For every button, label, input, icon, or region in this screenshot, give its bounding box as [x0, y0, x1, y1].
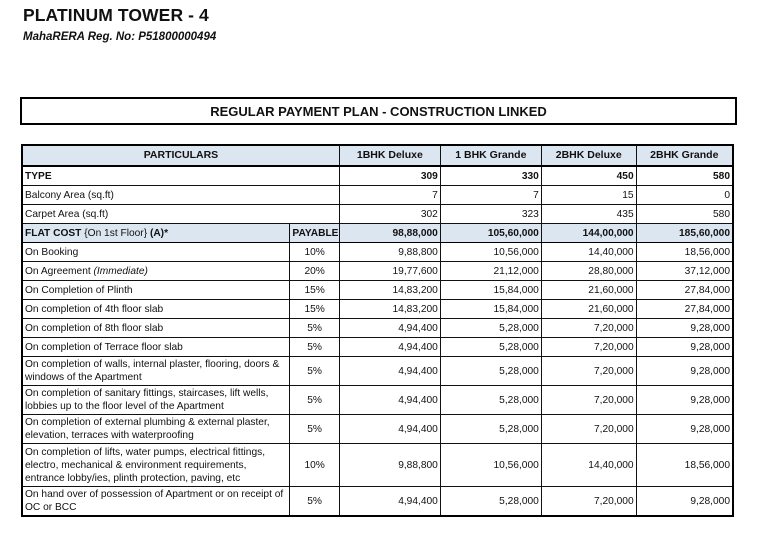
- milestone-amount: 15,84,000: [440, 300, 541, 319]
- milestone-amount: 14,40,000: [541, 243, 636, 262]
- table-row-flat-cost: [22, 224, 733, 243]
- balcony-value: 0: [636, 186, 733, 205]
- milestone-amount: 9,28,000: [636, 386, 733, 415]
- milestone-amount: 9,28,000: [636, 487, 733, 517]
- milestone-label: [22, 243, 290, 262]
- milestone-amount: 9,28,000: [636, 338, 733, 357]
- table-row-milestone: [22, 281, 733, 300]
- milestone-percent: 10%: [290, 444, 339, 487]
- milestone-amount: 7,20,000: [541, 319, 636, 338]
- flat-cost-label-floor: {On 1st Floor}: [81, 227, 150, 239]
- milestone-percent: 15%: [290, 281, 339, 300]
- milestone-label-text: On hand over of possession of Apartment or on receipt of OC or BCC: [25, 489, 284, 513]
- milestone-amount: 18,56,000: [636, 243, 733, 262]
- type-value: 580: [636, 166, 733, 186]
- milestone-amount: 18,56,000: [636, 444, 733, 487]
- milestone-percent: 5%: [290, 338, 339, 357]
- table-row-milestone: [22, 262, 733, 281]
- page-title: PLATINUM TOWER - 4: [23, 5, 209, 25]
- milestone-percent: 5%: [290, 386, 339, 415]
- table-row-milestone: [22, 243, 733, 262]
- milestone-amount: 4,94,400: [339, 357, 440, 386]
- milestone-label-text: On completion of walls, internal plaster, flooring, doors & windows of the Apartment: [25, 359, 280, 383]
- flat-cost-value: 98,88,000: [339, 224, 440, 243]
- milestone-amount: 4,94,400: [339, 487, 440, 517]
- table-row-balcony: [22, 186, 733, 205]
- milestone-label-text: On completion of Terrace floor slab: [25, 341, 183, 353]
- header-2bhk-grande: 2BHK Grande: [636, 145, 733, 166]
- milestone-amount: 19,77,600: [339, 262, 440, 281]
- flat-cost-label-bold: FLAT COST: [25, 227, 82, 239]
- milestone-percent: 5%: [290, 357, 339, 386]
- balcony-label: Balcony Area (sq.ft): [22, 186, 339, 205]
- milestone-label: [22, 281, 290, 300]
- milestone-amount: 5,28,000: [440, 338, 541, 357]
- milestone-label: [22, 444, 290, 487]
- carpet-value: 323: [440, 205, 541, 224]
- carpet-value: 302: [339, 205, 440, 224]
- milestone-label-text: On completion of 4th floor slab: [25, 303, 164, 315]
- milestone-label: [22, 262, 290, 281]
- milestone-percent: 20%: [290, 262, 339, 281]
- registration-number: MahaRERA Reg. No: P51800000494: [23, 31, 217, 43]
- balcony-value: 7: [440, 186, 541, 205]
- milestone-label-text: On completion of 8th floor slab: [25, 322, 164, 334]
- milestone-label: [22, 319, 290, 338]
- milestone-amount: 21,12,000: [440, 262, 541, 281]
- milestone-percent: 10%: [290, 243, 339, 262]
- milestone-label-text: On completion of lifts, water pumps, electrical fittings, electro, mechanical & environment requirements, entrance lobby/ies, plinth protection, paving, etc: [25, 446, 266, 484]
- milestone-label-text: On completion of external plumbing & external plaster, elevation, terraces with waterproofing: [25, 417, 270, 441]
- milestone-amount: 27,84,000: [636, 300, 733, 319]
- milestone-label: [22, 300, 290, 319]
- milestone-label-note: (Immediate): [93, 265, 148, 277]
- milestone-label: [22, 357, 290, 386]
- milestone-amount: 5,28,000: [440, 415, 541, 444]
- type-value: 450: [541, 166, 636, 186]
- type-label: TYPE: [22, 166, 339, 186]
- milestone-amount: 7,20,000: [541, 415, 636, 444]
- milestone-amount: 27,84,000: [636, 281, 733, 300]
- milestone-amount: 7,20,000: [541, 487, 636, 517]
- milestone-amount: 5,28,000: [440, 487, 541, 517]
- milestone-amount: 5,28,000: [440, 386, 541, 415]
- flat-cost-value: 144,00,000: [541, 224, 636, 243]
- milestone-amount: 14,83,200: [339, 300, 440, 319]
- milestone-amount: 4,94,400: [339, 338, 440, 357]
- milestone-percent: 5%: [290, 487, 339, 517]
- table-row-milestone: [22, 357, 733, 386]
- milestone-amount: 9,28,000: [636, 319, 733, 338]
- header-particulars: PARTICULARS: [22, 145, 339, 166]
- table-row-carpet: [22, 205, 733, 224]
- table-row-milestone: [22, 319, 733, 338]
- milestone-amount: 7,20,000: [541, 338, 636, 357]
- flat-cost-label-suffix: (A)*: [149, 227, 169, 239]
- milestone-label: [22, 487, 290, 517]
- type-value: 309: [339, 166, 440, 186]
- payment-plan-table: [21, 144, 734, 517]
- carpet-value: 580: [636, 205, 733, 224]
- table-header-row: [22, 145, 733, 166]
- table-row-milestone: [22, 338, 733, 357]
- header-2bhk-deluxe: 2BHK Deluxe: [541, 145, 636, 166]
- milestone-percent: 5%: [290, 319, 339, 338]
- milestone-amount: 7,20,000: [541, 357, 636, 386]
- milestone-label-text: On Agreement: [25, 265, 94, 277]
- milestone-amount: 5,28,000: [440, 319, 541, 338]
- milestone-amount: 9,88,800: [339, 243, 440, 262]
- header-1bhk-deluxe: 1BHK Deluxe: [339, 145, 440, 166]
- milestone-percent: 15%: [290, 300, 339, 319]
- table-row-milestone: [22, 300, 733, 319]
- milestone-label: [22, 338, 290, 357]
- milestone-percent: 5%: [290, 415, 339, 444]
- table-row-milestone: [22, 444, 733, 487]
- flat-cost-label: [22, 224, 290, 243]
- milestone-amount: 4,94,400: [339, 319, 440, 338]
- milestone-amount: 9,88,800: [339, 444, 440, 487]
- balcony-value: 7: [339, 186, 440, 205]
- milestone-amount: 5,28,000: [440, 357, 541, 386]
- milestone-amount: 15,84,000: [440, 281, 541, 300]
- table-row-milestone: [22, 487, 733, 517]
- table-row-milestone: [22, 415, 733, 444]
- milestone-label: [22, 386, 290, 415]
- milestone-amount: 4,94,400: [339, 415, 440, 444]
- flat-cost-value: 105,60,000: [440, 224, 541, 243]
- carpet-value: 435: [541, 205, 636, 224]
- milestone-label-text: On Completion of Plinth: [25, 284, 133, 296]
- milestone-amount: 21,60,000: [541, 300, 636, 319]
- table-row-milestone: [22, 386, 733, 415]
- milestone-amount: 21,60,000: [541, 281, 636, 300]
- flat-cost-value: 185,60,000: [636, 224, 733, 243]
- milestone-amount: 7,20,000: [541, 386, 636, 415]
- milestone-amount: 9,28,000: [636, 357, 733, 386]
- type-value: 330: [440, 166, 541, 186]
- milestone-amount: 28,80,000: [541, 262, 636, 281]
- milestone-label-text: On Booking: [25, 246, 79, 258]
- milestone-amount: 9,28,000: [636, 415, 733, 444]
- milestone-label-text: On completion of sanitary fittings, staircases, lift wells, lobbies up to the floor level of the Apartment: [25, 388, 269, 412]
- payable-header: PAYABLE: [290, 224, 339, 243]
- milestone-amount: 4,94,400: [339, 386, 440, 415]
- carpet-label: Carpet Area (sq.ft): [22, 205, 339, 224]
- balcony-value: 15: [541, 186, 636, 205]
- milestone-amount: 10,56,000: [440, 444, 541, 487]
- milestone-amount: 10,56,000: [440, 243, 541, 262]
- milestone-amount: 14,83,200: [339, 281, 440, 300]
- header-1bhk-grande: 1 BHK Grande: [440, 145, 541, 166]
- payment-plan-banner: REGULAR PAYMENT PLAN - CONSTRUCTION LINKED: [20, 97, 737, 125]
- milestone-amount: 14,40,000: [541, 444, 636, 487]
- milestone-label: [22, 415, 290, 444]
- table-row-type: [22, 166, 733, 186]
- milestone-amount: 37,12,000: [636, 262, 733, 281]
